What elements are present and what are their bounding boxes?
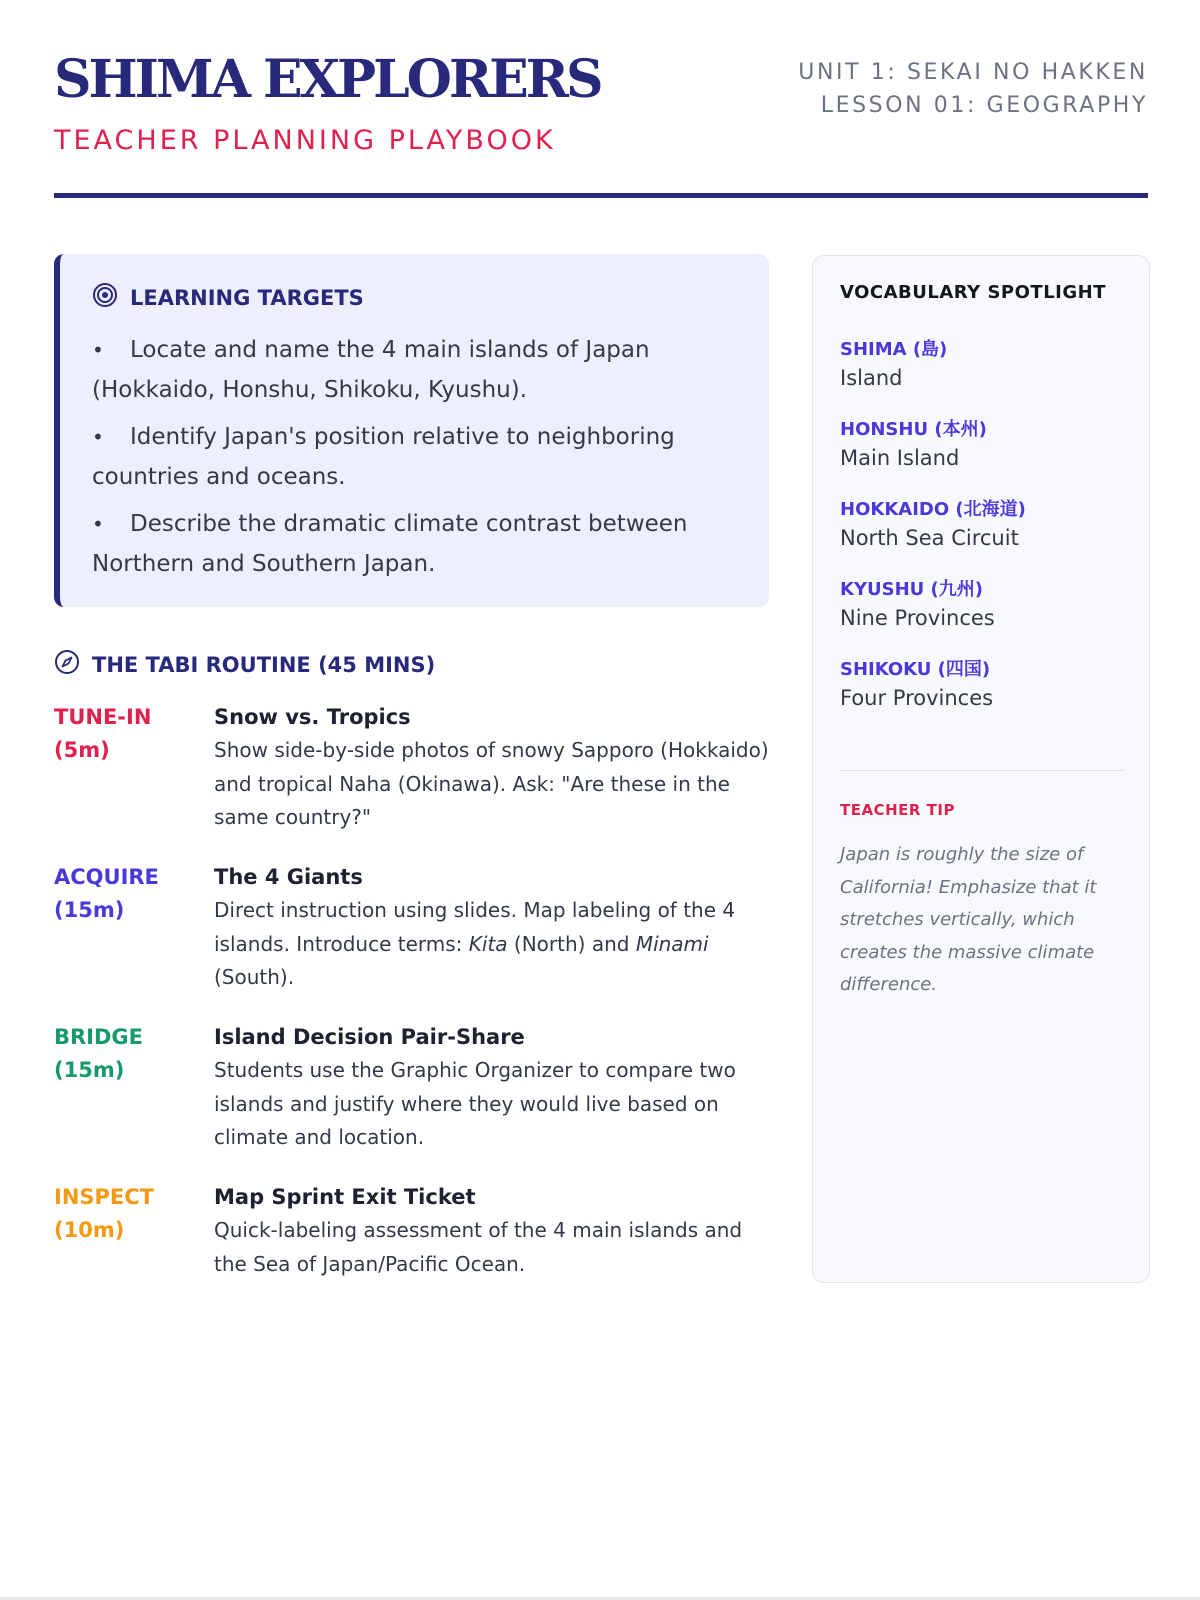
step-title: Snow vs. Tropics: [214, 705, 411, 729]
learning-targets-title: LEARNING TARGETS: [130, 285, 364, 310]
step-description: Direct instruction using slides. Map labeling of the 4 islands. Introduce terms: Kita (North) and Minami (South).: [214, 898, 736, 989]
list-item: • Identify Japan's position relative to neighboring countries and oceans.: [92, 424, 675, 490]
compass-icon: [54, 649, 80, 680]
routine-title: THE TABI ROUTINE (45 MINS): [92, 652, 436, 677]
step-label: ACQUIRE (15m): [54, 865, 159, 922]
vocab-definition: Four Provinces: [840, 686, 994, 710]
vocab-item: [840, 577, 1130, 633]
vocab-term: SHIKOKU (四国): [840, 659, 991, 680]
step-description: Show side-by-side photos of snowy Sapporo (Hokkaido) and tropical Naha (Okinawa). Ask: "Are these in the same country?": [214, 738, 769, 829]
vocab-item: [840, 337, 1130, 393]
vocab-definition: Island: [840, 366, 903, 390]
list-item: • Locate and name the 4 main islands of Japan (Hokkaido, Honshu, Shikoku, Kyushu).: [92, 337, 650, 403]
teacher-tip-heading: TEACHER TIP: [840, 801, 955, 819]
page-subtitle: TEACHER PLANNING PLAYBOOK: [54, 125, 556, 156]
routine-heading: [54, 649, 435, 680]
vocab-term: HONSHU (本州): [840, 419, 987, 440]
vocabulary-heading: VOCABULARY SPOTLIGHT: [840, 282, 1106, 303]
step-title: The 4 Giants: [214, 865, 363, 889]
teacher-tip-body: Japan is roughly the size of California! Emphasize that it stretches vertically, which creates the massive climate difference.: [840, 844, 1097, 995]
target-icon: [92, 282, 118, 313]
step-title: Island Decision Pair-Share: [214, 1025, 525, 1049]
vocab-term: SHIMA (島): [840, 339, 948, 360]
vocabulary-sidebar: [812, 255, 1150, 1283]
learning-targets-list: [92, 330, 742, 591]
step-body: [214, 1181, 774, 1281]
vocab-definition: North Sea Circuit: [840, 526, 1019, 550]
vocab-term: HOKKAIDO (北海道): [840, 499, 1026, 520]
vocab-definition: Main Island: [840, 446, 960, 470]
step-label: BRIDGE (15m): [54, 1025, 144, 1082]
learning-targets-card: [54, 254, 769, 607]
learning-targets-heading: [92, 282, 364, 313]
step-body: [214, 861, 774, 995]
unit-label: UNIT 1: SEKAI NO HAKKEN: [798, 60, 1148, 85]
unit-info: [798, 56, 1148, 122]
vocab-item: [840, 497, 1130, 553]
step-label: INSPECT (10m): [54, 1185, 154, 1242]
term-kita: Kita: [468, 931, 508, 956]
step-body: [214, 701, 774, 835]
list-item: • Describe the dramatic climate contrast between Northern and Southern Japan.: [92, 511, 688, 577]
vocab-item: [840, 417, 1130, 473]
page-title: SHIMA EXPLORERS: [54, 49, 601, 110]
step-title: Map Sprint Exit Ticket: [214, 1185, 476, 1209]
step-description: Quick-labeling assessment of the 4 main islands and the Sea of Japan/Pacific Ocean.: [214, 1218, 743, 1276]
sidebar-divider: [840, 770, 1124, 771]
vocab-term: KYUSHU (九州): [840, 579, 983, 600]
vocab-definition: Nine Provinces: [840, 606, 995, 630]
term-minami: Minami: [635, 931, 709, 956]
header-divider: [54, 193, 1148, 198]
vocab-item: [840, 657, 1130, 713]
step-label: TUNE-IN (5m): [54, 705, 152, 762]
step-body: [214, 1021, 774, 1155]
step-description: Students use the Graphic Organizer to compare two islands and justify where they would live based on climate and location.: [214, 1058, 736, 1149]
lesson-label: LESSON 01: GEOGRAPHY: [820, 93, 1148, 118]
